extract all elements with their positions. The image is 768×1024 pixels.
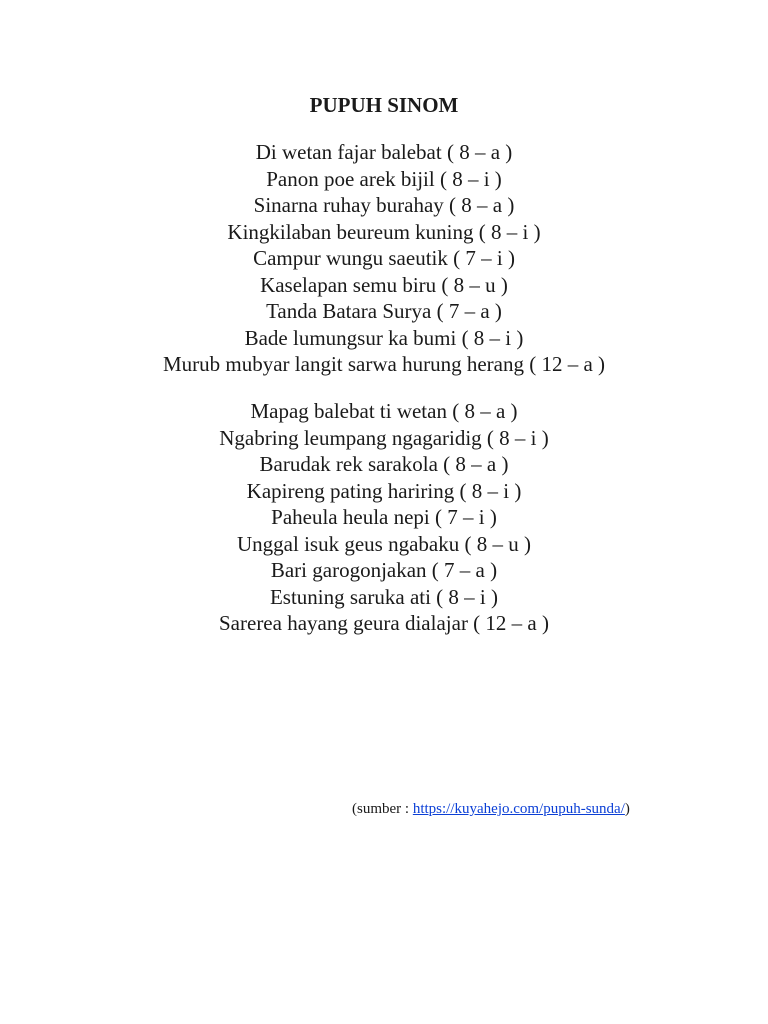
stanza-1-line-9: Murub mubyar langit sarwa hurung herang ( 12 – a ): [162, 352, 606, 376]
stanza-2-line-2: Ngabring leumpang ngagaridig ( 8 – i ): [219, 425, 549, 450]
page-title: PUPUH SINOM: [309, 93, 459, 117]
stanza-1-line-5: Campur wungu saeutik ( 7 – i ): [253, 246, 515, 270]
stanza-2-line-9: Sarerea hayang geura dialajar ( 12 – a ): [219, 611, 549, 635]
stanza-2: [0, 398, 768, 637]
stanza-2-line-5: Paheula heula nepi ( 7 – i ): [271, 505, 497, 529]
stanza-2-line-3: Barudak rek sarakola ( 8 – a ): [259, 452, 509, 476]
source-prefix: (sumber :: [352, 801, 413, 817]
stanza-1-line-7: Tanda Batara Surya ( 7 – a ): [266, 299, 502, 323]
stanza-1-line-2: Panon poe arek bijil ( 8 – i ): [266, 166, 502, 191]
stanza-2-line-1: Mapag balebat ti wetan ( 8 – a ): [250, 399, 518, 423]
stanza-1: [0, 139, 768, 378]
stanza-2-line-4: Kapireng pating hariring ( 8 – i ): [246, 478, 522, 503]
stanza-2-line-8: Estuning saruka ati ( 8 – i ): [269, 584, 499, 609]
source-link[interactable]: https://kuyahejo.com/pupuh-sunda/: [412, 801, 625, 817]
source-suffix: ): [624, 801, 630, 817]
stanza-2-line-6: Unggal isuk geus ngabaku ( 8 – u ): [237, 531, 531, 556]
stanza-1-line-6: Kaselapan semu biru ( 8 – u ): [260, 272, 508, 297]
stanza-1-line-1: Di wetan fajar balebat ( 8 – a ): [255, 140, 513, 164]
stanza-1-line-8: Bade lumungsur ka bumi ( 8 – i ): [244, 325, 524, 350]
stanza-1-line-3: Sinarna ruhay burahay ( 8 – a ): [253, 193, 515, 217]
source-citation: [352, 799, 630, 819]
stanza-1-line-4: Kingkilaban beureum kuning ( 8 – i ): [227, 219, 541, 244]
stanza-2-line-7: Bari garogonjakan ( 7 – a ): [270, 558, 498, 582]
